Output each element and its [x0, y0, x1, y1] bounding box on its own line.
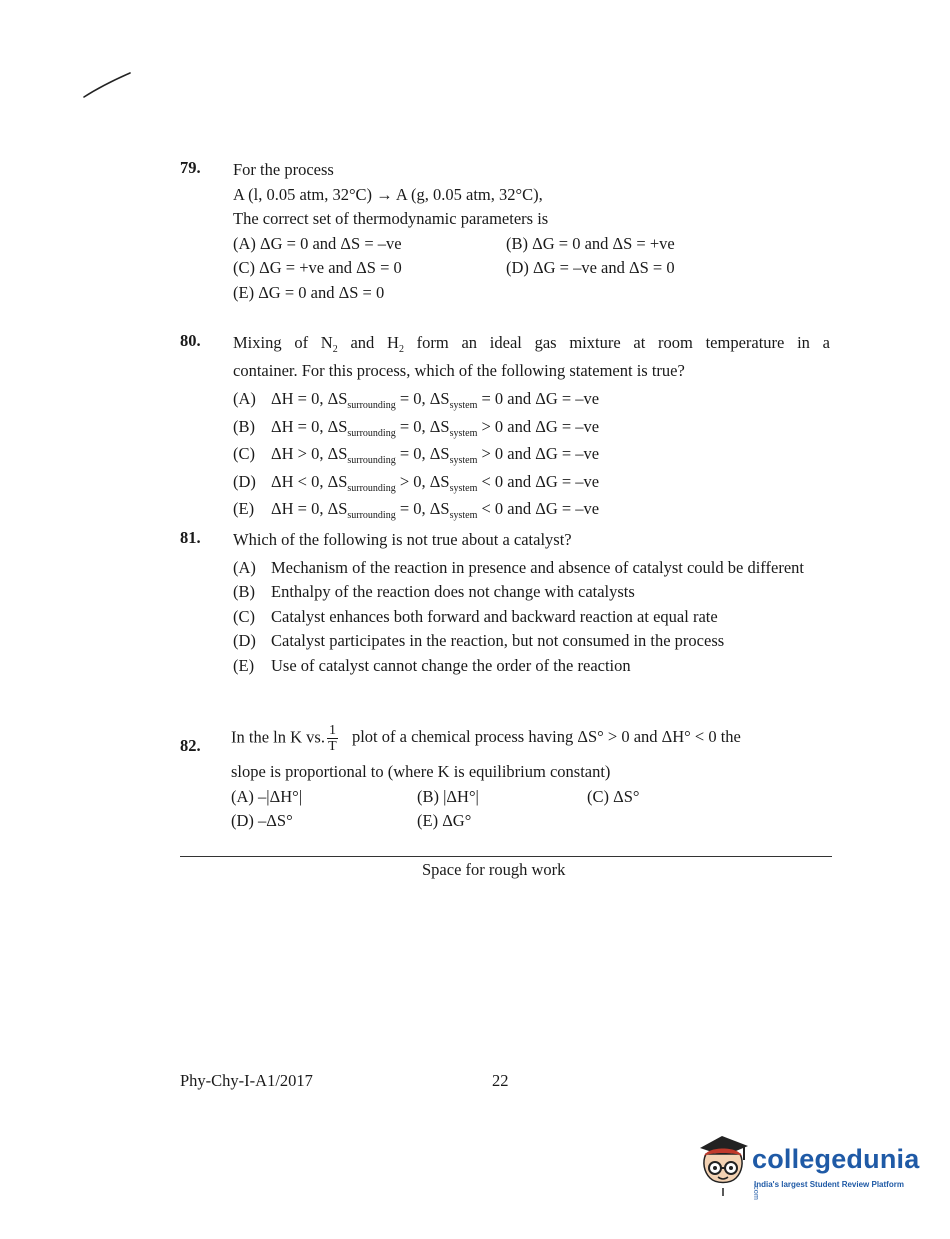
- question-number: 81.: [180, 528, 201, 547]
- option-e: (E) Use of catalyst cannot change the order of the reaction: [233, 655, 631, 675]
- question-stem-line: Mixing of $N_2$ and $H_2$ form an ideal gas mixture at room temperature in a: [233, 333, 830, 355]
- question-stem-line: slope is proportional to (where K is equilibrium constant): [231, 762, 611, 781]
- question-stem-line: container. For this process, which of the following statement is true?: [233, 360, 685, 380]
- question-number: 82.: [180, 736, 201, 755]
- option-a: (A) –|ΔH°|: [231, 786, 303, 806]
- paper-code: Phy-Chy-I-A1/2017: [180, 1071, 313, 1090]
- option-b: (B) ΔH = 0, $\Delta S_{surrounding} = 0$, $\Delta S_{system} > 0$ and ΔG = –ve: [233, 416, 600, 439]
- option-d: (D) ΔG = –ve and ΔS = 0: [506, 258, 675, 277]
- question-stem-line: A (l, 0.05 atm, 32°C) → A (g, 0.05 atm, 32°C),: [233, 184, 543, 204]
- option-e: (E) ΔH = 0, $\Delta S_{surrounding} = 0$, $\Delta S_{system} < 0$ and ΔG = –ve: [233, 499, 600, 521]
- question-number: 80.: [180, 331, 201, 350]
- fraction-1-over-T: $\frac{1}{T}$: [328, 723, 337, 754]
- option-d: (D) Catalyst participates in the reaction, but not consumed in the process: [233, 631, 725, 650]
- option-c: (C) ΔH > 0, $\Delta S_{surrounding} = 0$, $\Delta S_{system} > 0$ and ΔG = –ve: [233, 444, 600, 466]
- brand-name: collegedunia.com: [752, 1144, 920, 1200]
- question-stem-line: In the ln K vs. $\frac{1}{T}$ plot of a chemical process having ΔS° > 0 and ΔH° < 0 the: [231, 723, 741, 754]
- question-82: [180, 723, 830, 834]
- option-a: (A) ΔG = 0 and ΔS = –ve: [233, 233, 402, 253]
- brand-tagline: India's largest Student Review Platform: [754, 1180, 904, 1189]
- question-80: [180, 331, 830, 525]
- graduate-mascot-icon: [694, 1130, 752, 1198]
- option-e: (E) ΔG = 0 and ΔS = 0: [233, 282, 385, 302]
- option-c: (C) ΔG = +ve and ΔS = 0: [233, 258, 402, 277]
- option-e: (E) ΔG°: [417, 811, 472, 830]
- option-a: (A) Mechanism of the reaction in presence and absence of catalyst could be different: [233, 557, 804, 577]
- page-number: 22: [492, 1071, 509, 1090]
- rough-work-label: Space for rough work: [422, 860, 566, 879]
- question-79: [180, 158, 830, 305]
- question-stem-line: The correct set of thermodynamic parameters is: [233, 209, 549, 228]
- question-stem-line: For the process: [233, 160, 334, 179]
- option-d: (D) –ΔS°: [231, 811, 293, 830]
- option-b: (B) |ΔH°|: [417, 786, 479, 806]
- option-c: (C) Catalyst enhances both forward and backward reaction at equal rate: [233, 606, 718, 626]
- option-b: (B) Enthalpy of the reaction does not change with catalysts: [233, 582, 635, 601]
- collegedunia-logo: [694, 1130, 924, 1200]
- question-stem-line: Which of the following is not true about a catalyst?: [233, 530, 572, 549]
- question-number: 79.: [180, 158, 201, 177]
- question-81: [180, 528, 830, 676]
- rough-work-divider: [180, 856, 832, 857]
- option-a: (A) ΔH = 0, $\Delta S_{surrounding} = 0$, $\Delta S_{system} = 0$ and ΔG = –ve: [233, 389, 600, 411]
- option-d: (D) ΔH < 0, $\Delta S_{surrounding} > 0$, $\Delta S_{system} < 0$ and ΔG = –ve: [233, 471, 600, 494]
- option-b: (B) ΔG = 0 and ΔS = +ve: [506, 233, 675, 253]
- option-c: (C) ΔS°: [587, 786, 640, 806]
- pen-stroke-mark: [82, 70, 132, 100]
